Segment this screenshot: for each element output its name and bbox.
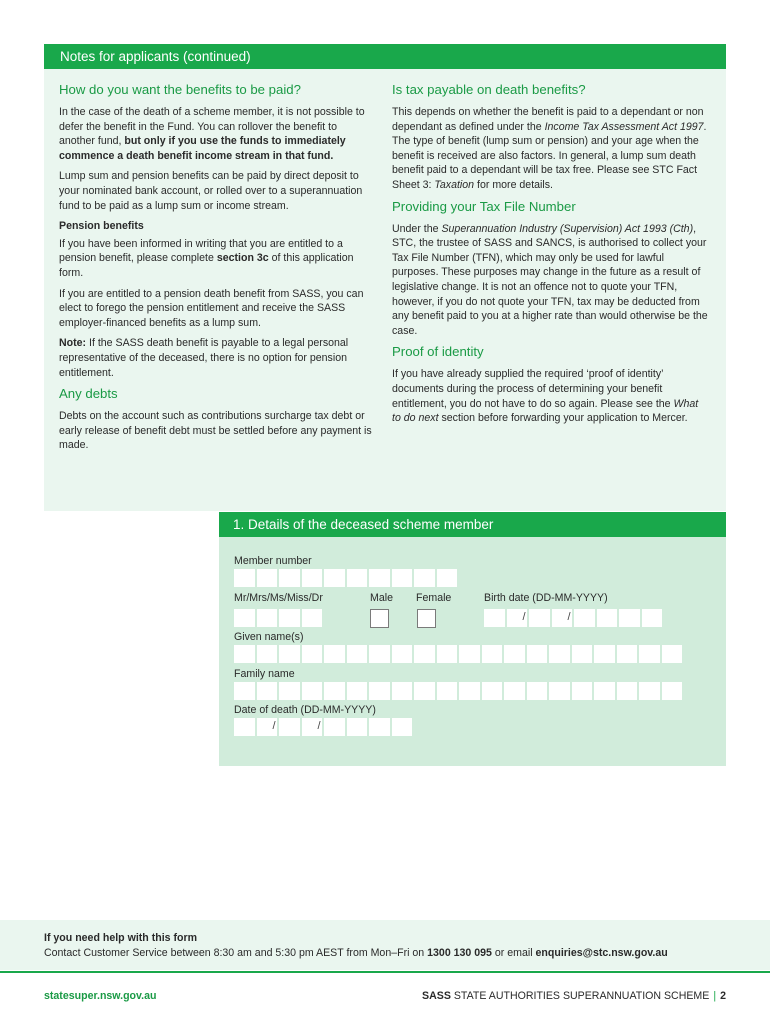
- notes-section-header: [44, 44, 726, 69]
- given-names-box[interactable]: [572, 645, 593, 663]
- family-name-box[interactable]: [302, 682, 323, 700]
- member-number-box[interactable]: [234, 569, 255, 587]
- member-number-box[interactable]: [257, 569, 278, 587]
- given-names-box[interactable]: [324, 645, 345, 663]
- family-name-box[interactable]: [414, 682, 435, 700]
- given-names-box[interactable]: [257, 645, 278, 663]
- help-title: If you need help with this form: [44, 932, 198, 944]
- notes-right-column: [392, 82, 710, 432]
- female-label: Female: [416, 592, 452, 604]
- given-names-box[interactable]: [504, 645, 525, 663]
- given-names-label: Given name(s): [234, 631, 304, 643]
- family-name-box[interactable]: [369, 682, 390, 700]
- female-checkbox[interactable]: [417, 609, 436, 628]
- help-bar: [0, 920, 770, 970]
- member-number-box[interactable]: [279, 569, 300, 587]
- help-contact-text: Contact Customer Service between 8:30 am and 5:30 pm AEST from Mon–Fri on: [44, 947, 428, 959]
- family-name-box[interactable]: [594, 682, 615, 700]
- given-names-box[interactable]: [482, 645, 503, 663]
- family-name-box[interactable]: [662, 682, 683, 700]
- member-number-box[interactable]: [392, 569, 413, 587]
- family-name-box[interactable]: [572, 682, 593, 700]
- birth-date-box[interactable]: [597, 609, 618, 627]
- subheading-pension-benefits: Pension benefits: [59, 220, 144, 233]
- date-of-death-box[interactable]: [257, 718, 278, 736]
- date-of-death-box[interactable]: [392, 718, 413, 736]
- member-number-box[interactable]: [324, 569, 345, 587]
- family-name-box[interactable]: [482, 682, 503, 700]
- tax-text-c: . The type of benefit (lump sum or pension) and your age when the benefit is received are also factors. In general, a lump sum death benefit paid to a dependant will be tax free. Please see STC Fact Sheet 3:: [392, 120, 707, 191]
- note-label: Note:: [59, 337, 87, 350]
- page-number: 2: [720, 990, 726, 1002]
- member-number-field[interactable]: [234, 569, 457, 587]
- title-label: Mr/Mrs/Ms/Miss/Dr: [234, 592, 323, 604]
- given-names-box[interactable]: [459, 645, 480, 663]
- family-name-box[interactable]: [234, 682, 255, 700]
- date-of-death-box[interactable]: [347, 718, 368, 736]
- family-name-label: Family name: [234, 668, 295, 680]
- date-of-death-label: Date of death (DD-MM-YYYY): [234, 704, 376, 716]
- identity-text-a: If you have already supplied the required ‘proof of identity’ documents during the process of determining your benefit entitlement, you do not have to do so again. Please see the: [392, 368, 674, 410]
- heading-tax-file-number: Providing your Tax File Number: [392, 198, 576, 214]
- help-email-link[interactable]: enquiries@stc.nsw.gov.au: [535, 947, 668, 959]
- section-1-title: 1. Details of the deceased scheme member: [233, 517, 494, 532]
- birth-date-box[interactable]: [619, 609, 640, 627]
- paragraph-pension-informed: [59, 237, 374, 281]
- birth-date-box[interactable]: [529, 609, 550, 627]
- heading-any-debts: Any debts: [59, 386, 118, 402]
- paragraph-rollover-bold: but only if you use the funds to immediately commence a death benefit income stream in that fund.: [59, 135, 346, 162]
- help-email-prefix: or email: [491, 947, 536, 959]
- section-1-header: [219, 512, 726, 537]
- paragraph-rollover: [59, 105, 374, 163]
- given-names-box[interactable]: [594, 645, 615, 663]
- tfn-text-c: , STC, the trustee of SASS and SANCS, is authorised to collect your Tax File Number (TFN), which may only be used for lawful purposes. These purposes may change in the future as a result of legislative change. It is not an offence not to quote your TFN, however, if you do not quote your TFN, tax may be deducted from any benefit paid to you at a higher rate than would otherwise be the case.: [392, 222, 708, 337]
- heading-tax-payable: Is tax payable on death benefits?: [392, 82, 586, 97]
- birth-date-box[interactable]: [552, 609, 573, 627]
- family-name-box[interactable]: [392, 682, 413, 700]
- given-names-box[interactable]: [302, 645, 323, 663]
- birth-date-box[interactable]: [574, 609, 595, 627]
- heading-proof-of-identity: Proof of identity: [392, 344, 484, 360]
- paragraph-tax: [392, 105, 710, 193]
- title-box[interactable]: [279, 609, 300, 627]
- pension-informed-text-end: of this application form.: [59, 252, 354, 279]
- family-name-box[interactable]: [549, 682, 570, 700]
- note-text: If the SASS death benefit is payable to a legal personal representative of the deceased, there is no option for pension entitlement.: [59, 337, 349, 379]
- member-number-box[interactable]: [369, 569, 390, 587]
- member-number-box[interactable]: [414, 569, 435, 587]
- given-names-field[interactable]: [234, 645, 682, 663]
- date-of-death-box[interactable]: [369, 718, 390, 736]
- paragraph-pension-forego: If you are entitled to a pension death benefit from SASS, you can elect to forego the pension entitlement and receive the SASS employer-financed benefits as a lump sum.: [59, 287, 364, 329]
- given-names-box[interactable]: [234, 645, 255, 663]
- date-of-death-box[interactable]: [279, 718, 300, 736]
- date-of-death-field[interactable]: [234, 718, 412, 736]
- tax-text-e: for more details.: [474, 178, 553, 191]
- paragraph-note: [59, 336, 374, 380]
- given-names-box[interactable]: [437, 645, 458, 663]
- male-label: Male: [370, 592, 393, 604]
- date-of-death-box[interactable]: [324, 718, 345, 736]
- member-number-label: Member number: [234, 555, 312, 567]
- notes-header-text: Notes for applicants (continued): [60, 49, 251, 64]
- birth-date-box[interactable]: [507, 609, 528, 627]
- paragraph-tfn: [392, 222, 710, 339]
- male-checkbox[interactable]: [370, 609, 389, 628]
- member-number-box[interactable]: [437, 569, 458, 587]
- footer-website-link[interactable]: statesuper.nsw.gov.au: [44, 990, 157, 1002]
- family-name-box[interactable]: [617, 682, 638, 700]
- family-name-box[interactable]: [639, 682, 660, 700]
- paragraph-identity: [392, 367, 710, 425]
- given-names-box[interactable]: [392, 645, 413, 663]
- family-name-box[interactable]: [504, 682, 525, 700]
- pension-informed-text: If you have been informed in writing that you are entitled to a pension benefit, please complete: [59, 237, 343, 265]
- date-of-death-box[interactable]: [234, 718, 255, 736]
- notes-left-column: [59, 82, 374, 459]
- given-names-box[interactable]: [639, 645, 660, 663]
- paragraph-rollover-text: In the case of the death of a scheme member, it is not possible to defer the benefit in the Fund. You can rollover the benefit to another fund,: [59, 106, 365, 148]
- given-names-box[interactable]: [279, 645, 300, 663]
- birth-date-box[interactable]: [642, 609, 663, 627]
- birth-date-field[interactable]: [484, 609, 662, 627]
- tax-text-a: This depends on whether the benefit is paid to a dependant or non dependant as defined under the: [392, 106, 704, 133]
- family-name-box[interactable]: [437, 682, 458, 700]
- birth-date-box[interactable]: [484, 609, 505, 627]
- section-3c-ref: section 3c: [216, 252, 269, 265]
- footer-divider: [0, 971, 770, 973]
- family-name-field[interactable]: [234, 682, 682, 700]
- date-of-death-box[interactable]: [302, 718, 323, 736]
- help-contact-line: [44, 946, 770, 961]
- given-names-box[interactable]: [414, 645, 435, 663]
- footer-scheme-name: STATE AUTHORITIES SUPERANNUATION SCHEME: [453, 990, 710, 1002]
- footer-scheme-abbr: SASS: [422, 990, 451, 1002]
- tax-act-ref: Income Tax Assessment Act 1997: [544, 120, 704, 133]
- tfn-text-a: Under the: [392, 222, 442, 235]
- footer-separator: |: [713, 990, 717, 1002]
- what-to-do-next-ref: What to do next: [392, 397, 699, 425]
- given-names-box[interactable]: [369, 645, 390, 663]
- title-box[interactable]: [257, 609, 278, 627]
- family-name-box[interactable]: [459, 682, 480, 700]
- member-number-box[interactable]: [347, 569, 368, 587]
- title-box[interactable]: [234, 609, 255, 627]
- family-name-box[interactable]: [347, 682, 368, 700]
- given-names-box[interactable]: [347, 645, 368, 663]
- member-number-box[interactable]: [302, 569, 323, 587]
- paragraph-debts: Debts on the account such as contributions surcharge tax debt or early release of benefit debt must be settled before any payment is made.: [59, 410, 372, 452]
- identity-text-c: section before forwarding your application to Mercer.: [438, 412, 688, 425]
- given-names-box[interactable]: [527, 645, 548, 663]
- given-names-box[interactable]: [549, 645, 570, 663]
- title-box[interactable]: [302, 609, 323, 627]
- given-names-box[interactable]: [662, 645, 683, 663]
- family-name-box[interactable]: [527, 682, 548, 700]
- heading-how-benefits-paid: How do you want the benefits to be paid?: [59, 82, 301, 97]
- taxation-ref: Taxation: [434, 178, 475, 191]
- paragraph-lump-sum: Lump sum and pension benefits can be paid by direct deposit to your nominated bank account, or rolled over to a superannuation fund to be paid as a lump sum or income stream.: [59, 170, 363, 212]
- help-phone: 1300 130 095: [427, 947, 492, 959]
- given-names-box[interactable]: [617, 645, 638, 663]
- sis-act-ref: Superannuation Industry (Supervision) Act 1993 (Cth): [441, 222, 694, 235]
- family-name-box[interactable]: [324, 682, 345, 700]
- family-name-box[interactable]: [257, 682, 278, 700]
- title-field[interactable]: [234, 609, 322, 627]
- footer-scheme-info: [422, 990, 726, 1002]
- birth-date-label: Birth date (DD-MM-YYYY): [484, 592, 608, 604]
- family-name-box[interactable]: [279, 682, 300, 700]
